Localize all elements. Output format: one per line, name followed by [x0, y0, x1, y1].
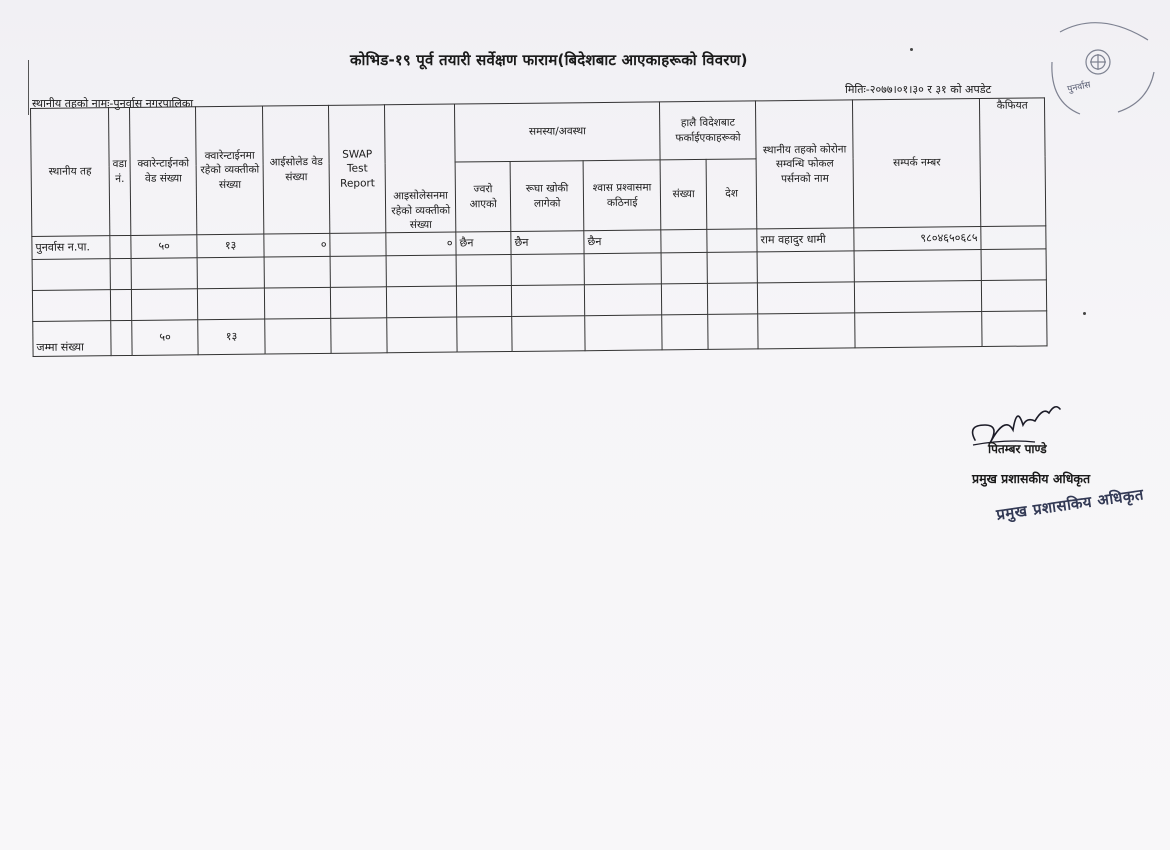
header-quarantined-persons: क्वारेन्टाईनमा रहेको व्यक्तीको संख्या	[196, 106, 264, 235]
header-quarantine-beds: क्वारेन्टाईनको वेड संख्या	[130, 107, 197, 236]
header-contact: सम्पर्क नम्बर	[853, 99, 981, 228]
total-label: जम्मा संख्या	[33, 321, 111, 357]
cell-quarantined-persons: १३	[197, 234, 264, 258]
cell-isolated-persons: ०	[386, 232, 456, 256]
cell-ward	[110, 235, 131, 258]
cell-breathing: छैन	[584, 230, 661, 254]
page-title: कोभिड-१९ पूर्व तयारी सर्वेक्षण फाराम(बिदेशबाट आएकाहरूको विवरण)	[350, 51, 748, 69]
header-isolated-persons: आइसोलेसनमा रहेको व्यक्तीको संख्या	[385, 104, 456, 233]
scan-speck	[910, 48, 913, 51]
survey-table	[30, 97, 1048, 357]
header-ward: वडा नं.	[109, 107, 132, 235]
seal-lettering: पुनर्वास	[1066, 80, 1092, 95]
cell-remarks	[981, 226, 1046, 250]
header-problem-group: समस्या/अवस्था	[455, 102, 661, 162]
scan-speck	[1083, 312, 1086, 315]
margin-line	[28, 60, 29, 115]
cell-count	[661, 229, 707, 252]
update-date: मितिः-२०७७।०१।३० र ३१ को अपडेट	[845, 83, 992, 96]
header-remarks: कैफियत	[980, 98, 1046, 227]
header-focal-person: स्थानीय तहको कोरोना सम्वन्धि फोकल पर्सनको नाम	[756, 100, 854, 229]
header-returnees-group: हालै विदेशबाट फर्काईएकाहरूको	[660, 101, 757, 160]
cell-cough: छैन	[511, 231, 584, 255]
cell-local-level: पुनर्वास न.पा.	[32, 236, 110, 260]
cell-swap-test	[330, 233, 386, 257]
cell-quarantine-beds: ५०	[131, 235, 197, 259]
header-cough: रूघा खोकी लागेको	[510, 161, 584, 232]
cell-isolation-beds: ०	[264, 233, 330, 257]
signatory-title: प्रमुख प्रशासकीय अधिकृत	[972, 471, 1091, 486]
header-swap-test: SWAP Test Report	[329, 105, 386, 234]
header-local-level: स्थानीय तह	[31, 108, 110, 237]
header-country: देश	[706, 159, 757, 230]
header-count: संख्या	[660, 159, 707, 229]
cell-contact: ९८०४६५०६८५	[854, 227, 981, 251]
header-isolation-beds: आईसोलेड वेड संख्या	[263, 105, 330, 234]
cell-country	[707, 229, 757, 253]
signatory-name: पितम्बर पाण्डे	[988, 442, 1047, 456]
rubber-stamp-text: प्रमुख प्रशासकिय अधिकृत	[995, 485, 1145, 524]
cell-focal-person: राम वहादुर धामी	[757, 228, 854, 252]
cell-fever: छैन	[456, 231, 511, 255]
total-quarantined-persons: १३	[198, 319, 265, 355]
total-quarantine-beds: ५०	[132, 320, 198, 356]
local-body-name: स्थानीय तहको नामः-पुनर्वास नगरपालिका	[32, 97, 194, 110]
official-seal	[1030, 22, 1160, 122]
header-fever: ज्वरो आएको	[455, 161, 511, 232]
header-breathing: श्वास प्रश्वासमा कठिनाई	[583, 160, 661, 231]
